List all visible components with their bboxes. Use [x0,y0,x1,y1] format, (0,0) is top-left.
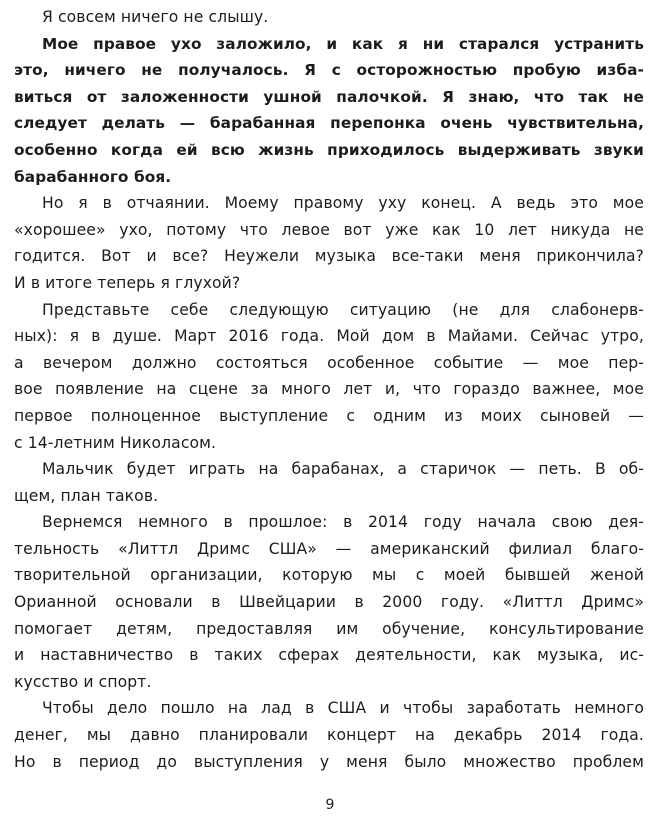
text-line: и наставничество в таких сферах деятельности, как музыка, ис- [14,646,644,665]
text-line: тельность «Литтл Дримс США» — американский филиал благо- [14,539,644,558]
text-line: И в итоге теперь я глухой? [14,273,241,292]
book-page-text [14,4,644,775]
text-line: Мое правое ухо заложило, и как я ни старался устранить [42,34,644,53]
text-line: кусство и спорт. [14,672,152,691]
text-line: Я совсем ничего не слышу. [42,8,269,26]
text-line: следует делать — барабанная перепонка очень чувствительна, [14,114,644,133]
text-line: вое появление на сцене за много лет и, что гораздо важнее, мое [14,380,644,399]
text-line: денег, мы давно планировали концерт на декабрь 2014 года. [14,726,644,745]
text-line: «хорошее» ухо, потому что левое вот уже как 10 лет никуда не [14,220,644,239]
text-line: Вернемся немного в прошлое: в 2014 году начала свою дея- [42,513,644,532]
text-line: это, ничего не получалось. Я с осторожностью пробую изба- [14,61,644,80]
text-line: Представьте себе следующую ситуацию (не для слабонерв- [42,300,644,319]
page-number: 9 [325,797,335,813]
text-line: творительной организации, которую мы с моей бывшей женой [14,566,644,585]
text-line: с 14-летним Николасом. [14,433,217,452]
text-line: годится. Вот и все? Неужели музыка все-таки меня прикончила? [14,247,644,266]
text-line: ных): я в душе. Март 2016 года. Мой дом в Майами. Сейчас утро, [14,327,644,346]
text-line: щем, план таков. [14,486,159,505]
text-line: первое полноценное выступление с одним из моих сыновей — [14,406,644,425]
text-line: а вечером должно состояться особенное событие — мое пер- [14,353,644,372]
text-line: Но в период до выступления у меня было множество проблем [14,752,644,771]
text-line: помогает детям, предоставляя им обучение, консультирование [14,619,644,638]
text-line: Но я в отчаянии. Моему правому уху конец. А ведь это мое [42,194,644,213]
text-line: Мальчик будет играть на барабанах, а старичок — петь. В об- [42,460,644,479]
text-line: барабанного боя. [14,167,172,186]
text-line: Орианной основали в Швейцарии в 2000 году. «Литтл Дримс» [14,593,644,612]
text-line: Чтобы дело пошло на лад в США и чтобы заработать немного [42,699,644,718]
text-line: виться от заложенности ушной палочкой. Я знаю, что так не [14,87,644,106]
text-line: особенно когда ей всю жизнь приходилось выдерживать звуки [14,140,644,159]
